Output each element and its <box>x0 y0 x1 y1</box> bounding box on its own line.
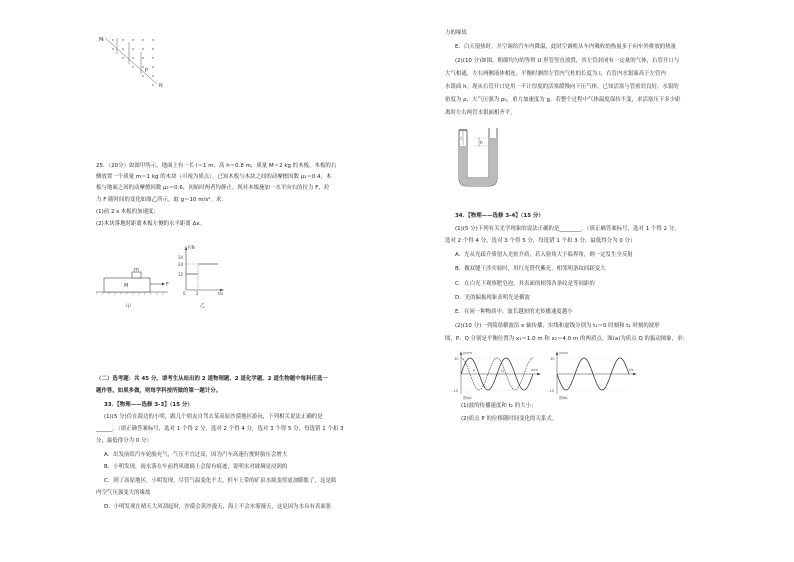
label-P: P <box>145 68 149 74</box>
q34-sub-1: (1)波的传播速度和 t₂ 的大小； <box>461 403 537 409</box>
yi-ylabel: F/N <box>188 245 195 250</box>
yi-xlabel: t/s <box>218 291 223 296</box>
yi-tick-24: 24 <box>178 262 184 267</box>
label-M: M <box>99 37 104 43</box>
field-dot <box>152 48 153 49</box>
figure-yi-force-time <box>178 244 228 312</box>
field-dot <box>132 39 133 40</box>
q33-option-C-cont: 内空气压强变大的缘故 <box>96 490 151 496</box>
q34-option-D: D．光的偏振现象表明光是横波 <box>455 295 530 301</box>
wave-a-tick-10: 10 <box>454 357 459 361</box>
q33-part2-line-4: 密度为 ρ，大气压强为 p₀，重力加速度为 g。若整个过程中气体温度保持不变，求活塞压下多少距 <box>445 97 681 103</box>
q25-line-1: 25．（20分）如图甲所示，地面上有一长 l＝1 m，高 h＝0.8 m，质量 M＝2 kg 的木板，木板的右 <box>96 163 337 169</box>
figure-jia-board-block <box>96 262 176 310</box>
figure-u-tube <box>455 126 503 190</box>
label-h: h <box>480 140 483 145</box>
field-dot <box>142 57 143 58</box>
wave-a-label-Q: Q <box>501 369 504 373</box>
q33-option-B: B．小明发现，雨水落在车前挡风玻璃上会留有痕迹，说明水对玻璃是浸润的 <box>104 464 288 470</box>
wave-b-caption: 图(b) <box>559 396 568 400</box>
field-dot <box>152 57 153 58</box>
field-dot <box>122 57 123 58</box>
section2-line-1: （二）选考题：共 45 分。请考生从给出的 2 道物理题、2 道化学题、2 道生物题中每科任选一 <box>96 376 328 382</box>
caption-jia: 甲 <box>126 304 132 310</box>
field-dot <box>132 57 133 58</box>
q33-part2-line-2: 大气相通，左右两侧液体相连。平衡时测得左管内气柱的长度为 l，右管内水银面高于左管内 <box>445 71 666 77</box>
section2-line-2: 题作答。如果多做，则每学科按所做的第一题计分。 <box>96 388 222 394</box>
wave-b-xlabel: t/s <box>629 368 634 372</box>
yi-tick-2: 2 <box>196 291 199 296</box>
q33-part2-line-5: 离时左右两管水银面相齐平。 <box>445 110 516 116</box>
field-dot <box>112 39 113 40</box>
label-M-board: M <box>124 283 129 289</box>
wave-a-tick-neg10: -10 <box>452 389 458 393</box>
label-N: N <box>159 83 163 89</box>
wave-a-label-P: P <box>473 369 476 373</box>
q25-line-4: 力 F 随时间的变化如图乙所示，取 g＝10 m/s²。求： <box>96 197 227 203</box>
q34-line-2: 选对 2 个得 4 分，选对 3 个得 5 分，每选错 1 个扣 3 分，最低得分为 0 分） <box>445 238 636 244</box>
q33-option-C: C．到了高原地区，小明发现，尽管气温变化不大，但车上带的矿泉水瓶变得更加膨胀了，这是瓶 <box>104 478 337 484</box>
wave-b-tick-neg10: -10 <box>548 389 554 393</box>
q34-option-C: C．在白光下观察肥皂泡，其表面的相邻各条纹是等间距的 <box>455 281 595 287</box>
q33-line-3: 分，最低得分为 0 分） <box>96 438 152 444</box>
q33-line-2: ______。（填正确答案标号，选对 1 个得 2 分，选对 2 个得 4 分，选对 3 个得 5 分，每选错 1 个扣 3 <box>96 426 344 432</box>
field-dot <box>152 66 153 67</box>
field-dot <box>112 48 113 49</box>
field-dot <box>132 66 133 67</box>
q33-line-1: (1)(5 分)住在海边的小明，跟几个朋友自驾去某高原沙漠地区游玩，下列相关说法正确的是 <box>104 414 323 420</box>
label-m: m <box>134 267 139 273</box>
field-dot <box>132 48 133 49</box>
caption-yi: 乙 <box>200 303 206 309</box>
q33-part2-line-3: 水银面 h。现从右管开口处用一不计厚度的活塞缓慢向下压气体，已知活塞与管密封良好，水银的 <box>445 84 679 90</box>
q33-option-E: E．白天很热时，开空调给汽车内降温，此时空调机从车内吸收的热量多于向车外排放的热量 <box>455 44 677 50</box>
figure-wave-b <box>547 350 642 400</box>
q34-option-A: A．光从光疏介质射入光密介质，若入射角大于临界角，则一定发生全反射 <box>455 252 633 258</box>
field-dot <box>142 48 143 49</box>
wave-a-caption: 图(a) <box>463 396 472 400</box>
wave-b-ylabel: y/cm <box>559 351 568 355</box>
field-dot <box>122 48 123 49</box>
field-dot <box>142 39 143 40</box>
q25-line-3: 板与地面之间的动摩擦因数 μ₂＝0.6，初始时两者均静止。现对木板施加一水平向右的拉力 F，拉 <box>96 185 330 191</box>
wave-b-tick-10: 10 <box>550 357 555 361</box>
wave-a-xlabel: x/m <box>531 368 538 372</box>
q34-title: 34．【物理——选修 3-4】（15 分） <box>455 213 544 219</box>
yi-tick-34: 34 <box>178 255 184 260</box>
q34-sub-2: (2)质点 P 的位移随时间变化的关系式。 <box>461 416 558 422</box>
figure-magnetic-field <box>95 32 165 92</box>
field-dot <box>152 75 153 76</box>
q34-line-1: (1)(5 分)下列有关光学现象的说法正确的是________。（填正确答案标号，选对 1 个得 2 分， <box>455 226 680 232</box>
field-dot <box>142 75 143 76</box>
q34-part2-line-1: (2)(10 分)一列简谐横波沿 x 轴传播，实线和虚线分别为 t₁＝0 时刻和 t₂ 时刻的波形 <box>455 323 660 329</box>
q33-option-D-cont: 力的缘故 <box>445 30 467 36</box>
yi-tick-0: 0 <box>183 291 186 296</box>
q34-option-B: B．做双缝干涉实验时，用红光替代紫光，相邻明条纹间距变大 <box>455 266 606 272</box>
q34-option-E: E．在同一种物质中，波长越短的光传播速度越小 <box>455 309 573 315</box>
q33-option-A: A．出发前给汽车轮胎充气，气压不宜过高，因为汽车高速行驶时胎压会增大 <box>104 452 288 458</box>
figure-wave-a <box>451 350 546 400</box>
q33-part2-line-1: (2)(10 分)如图，粗细均匀的等臂 U 形管竖直放置，其左管封闭有一定量的气体，右管开口与 <box>455 58 680 64</box>
label-F: F <box>166 282 169 288</box>
field-dot <box>142 66 143 67</box>
q25-line-5: (1)前 2 s 木板的加速度； <box>96 209 159 215</box>
right-column <box>397 0 794 562</box>
field-dot <box>152 84 153 85</box>
q34-part2-line-2: 图，P、Q 分别是平衡位置为 x₁＝1.0 m 和 x₂＝4.0 m 的两质点。图(a)为质点 Q 的振动图象，求： <box>445 336 689 342</box>
label-l: l <box>460 136 462 141</box>
field-dot <box>152 39 153 40</box>
q25-line-6: (2)木块落地时距离木板左侧的水平距离 Δx。 <box>96 221 206 227</box>
q33-option-D: D．小明发现在晴天大风刮起时，沙漠会黄沙漫天，海上不会水雾漫天，这是因为水具有表面张 <box>104 504 332 510</box>
wave-a-ylabel: y/cm <box>463 351 472 355</box>
field-dot <box>122 39 123 40</box>
yi-tick-12: 12 <box>178 272 184 277</box>
q33-title: 33．【物理——选修 3-3】（15 分） <box>104 402 193 408</box>
q25-line-2: 侧放置一个质量 m＝1 kg 的木块（可视为质点），已知木板与木块之间的动摩擦因数 μ₁＝0.4，木 <box>96 174 332 180</box>
